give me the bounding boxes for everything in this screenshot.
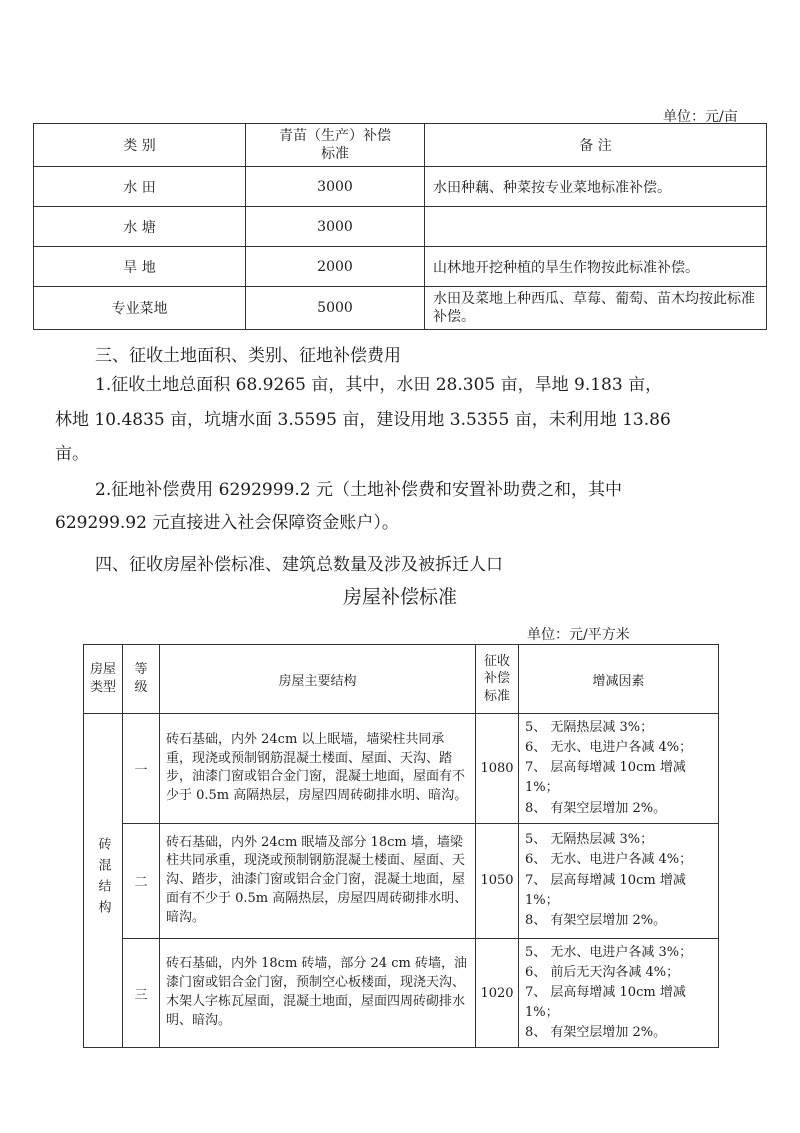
factor-item: 8、 有架空层增加 2%。 bbox=[525, 912, 667, 928]
house-compensation-table bbox=[83, 644, 719, 1048]
row-grade: 二 bbox=[123, 823, 160, 938]
table-row bbox=[34, 287, 767, 330]
table-row bbox=[34, 207, 767, 247]
row-type: 水 塘 bbox=[34, 207, 246, 247]
section3-heading: 三、征收土地面积、类别、征地补偿费用 bbox=[95, 346, 401, 366]
row-standard: 2000 bbox=[246, 247, 425, 287]
header-category: 类 别 bbox=[34, 124, 246, 167]
table-row bbox=[84, 823, 719, 938]
row-factors bbox=[519, 714, 719, 824]
section3-p1-line3: 亩。 bbox=[55, 444, 89, 464]
factor-item: 7、 层高每增减 10cm 增减 1%； bbox=[525, 760, 686, 796]
header-standard bbox=[476, 645, 519, 714]
row-note: 水田种藕、种菜按专业菜地标准补偿。 bbox=[425, 167, 767, 207]
row-type: 专业菜地 bbox=[34, 287, 246, 330]
section4-heading: 四、征收房屋补偿标准、建筑总数量及涉及被拆迁人口 bbox=[95, 555, 503, 575]
row-type: 水 田 bbox=[34, 167, 246, 207]
row-note bbox=[425, 207, 767, 247]
section3-p2-line1: 2.征地补偿费用 6292999.2 元（土地补偿费和安置补助费之和，其中 bbox=[95, 480, 622, 500]
table-header-row bbox=[34, 124, 767, 167]
factor-item: 6、 无水、电进户各减 4%； bbox=[525, 740, 693, 756]
header-house-type-text: 房屋类型 bbox=[89, 661, 116, 695]
row-structure: 砖石基础，内外 24cm 眠墙及部分 18cm 墙，墙梁柱共同承重，现浇或预制钢筋混凝土楼面、屋面、天沟、踏步，油漆门窗或铝合金门窗，混凝土地面，屋面有不少于 0.5m 高隔热层，房屋四周砖砌排水明、暗沟。 bbox=[160, 823, 476, 938]
section3-p2-line2: 629299.92 元直接进入社会保障资金账户）。 bbox=[55, 513, 399, 533]
category-text: 砖混结构 bbox=[95, 836, 111, 921]
row-standard: 1050 bbox=[476, 823, 519, 938]
row-factors bbox=[519, 823, 719, 938]
factor-item: 5、 无水、电进户各减 3%； bbox=[525, 944, 693, 960]
factor-item: 8、 有架空层增加 2%。 bbox=[525, 800, 667, 816]
row-note: 山林地开挖种植的旱生作物按此标准补偿。 bbox=[425, 247, 767, 287]
factor-item: 7、 层高每增减 10cm 增减 1%； bbox=[525, 872, 686, 908]
header-grade-text: 等级 bbox=[134, 661, 148, 695]
row-factors bbox=[519, 938, 719, 1048]
header-standard bbox=[246, 124, 425, 167]
factor-item: 8、 有架空层增加 2%。 bbox=[525, 1025, 667, 1041]
factor-item: 5、 无隔热层减 3%； bbox=[525, 720, 654, 735]
row-standard: 3000 bbox=[246, 207, 425, 247]
table-row bbox=[84, 714, 719, 824]
table-row bbox=[34, 247, 767, 287]
header-standard-text: 青苗（生产）补偿标准 bbox=[279, 127, 391, 162]
table-row bbox=[34, 167, 767, 207]
table2-unit: 单位：元/平方米 bbox=[527, 627, 630, 643]
header-standard-text: 征收补偿标准 bbox=[483, 653, 510, 704]
category-cell bbox=[84, 714, 123, 1048]
row-note: 水田及菜地上种西瓜、草莓、葡萄、苗木均按此标准补偿。 bbox=[425, 287, 767, 330]
section3-p1-line2: 林地 10.4835 亩，坑塘水面 3.5595 亩，建设用地 3.5355 亩，未利用地 13.86 bbox=[55, 410, 671, 430]
row-standard: 3000 bbox=[246, 167, 425, 207]
row-grade: 一 bbox=[123, 714, 160, 824]
factor-item: 6、 前后无天沟各减 4%； bbox=[525, 964, 680, 980]
row-standard: 1080 bbox=[476, 714, 519, 824]
row-structure: 砖石基础，内外 18cm 砖墙，部分 24 cm 砖墙，油漆门窗或铝合金门窗，预制空心板楼面，现浇天沟、木架人字栋瓦屋面，混凝土地面，屋面四周砖砌排水明、暗沟。 bbox=[160, 938, 476, 1048]
header-grade bbox=[123, 645, 160, 714]
factor-item: 7、 层高每增减 10cm 增减 1%； bbox=[525, 984, 686, 1021]
table1-unit: 单位：元/亩 bbox=[663, 109, 738, 125]
header-factors: 增减因素 bbox=[519, 645, 719, 714]
header-note: 备 注 bbox=[425, 124, 767, 167]
crop-compensation-table bbox=[33, 123, 767, 330]
row-structure: 砖石基础，内外 24cm 以上眠墙，墙梁柱共同承重，现浇或预制钢筋混凝土楼面、屋面、天沟、踏步，油漆门窗或铝合金门窗，混凝土地面，屋面有不少于 0.5m 高隔热层，房屋四周砖砌排水明、暗沟。 bbox=[160, 714, 476, 824]
table-row bbox=[84, 938, 719, 1048]
row-standard: 5000 bbox=[246, 287, 425, 330]
row-type: 旱 地 bbox=[34, 247, 246, 287]
header-structure: 房屋主要结构 bbox=[160, 645, 476, 714]
section3-p1-line1: 1.征收土地总面积 68.9265 亩，其中，水田 28.305 亩，旱地 9.183 亩， bbox=[95, 375, 663, 395]
factor-item: 5、 无隔热层减 3%； bbox=[525, 832, 654, 848]
header-house-type bbox=[84, 645, 123, 714]
row-standard: 1020 bbox=[476, 938, 519, 1048]
factor-item: 6、 无水、电进户各减 4%； bbox=[525, 852, 693, 868]
row-grade: 三 bbox=[123, 938, 160, 1048]
house-standard-title: 房屋补偿标准 bbox=[342, 586, 457, 608]
table-header-row bbox=[84, 645, 719, 714]
